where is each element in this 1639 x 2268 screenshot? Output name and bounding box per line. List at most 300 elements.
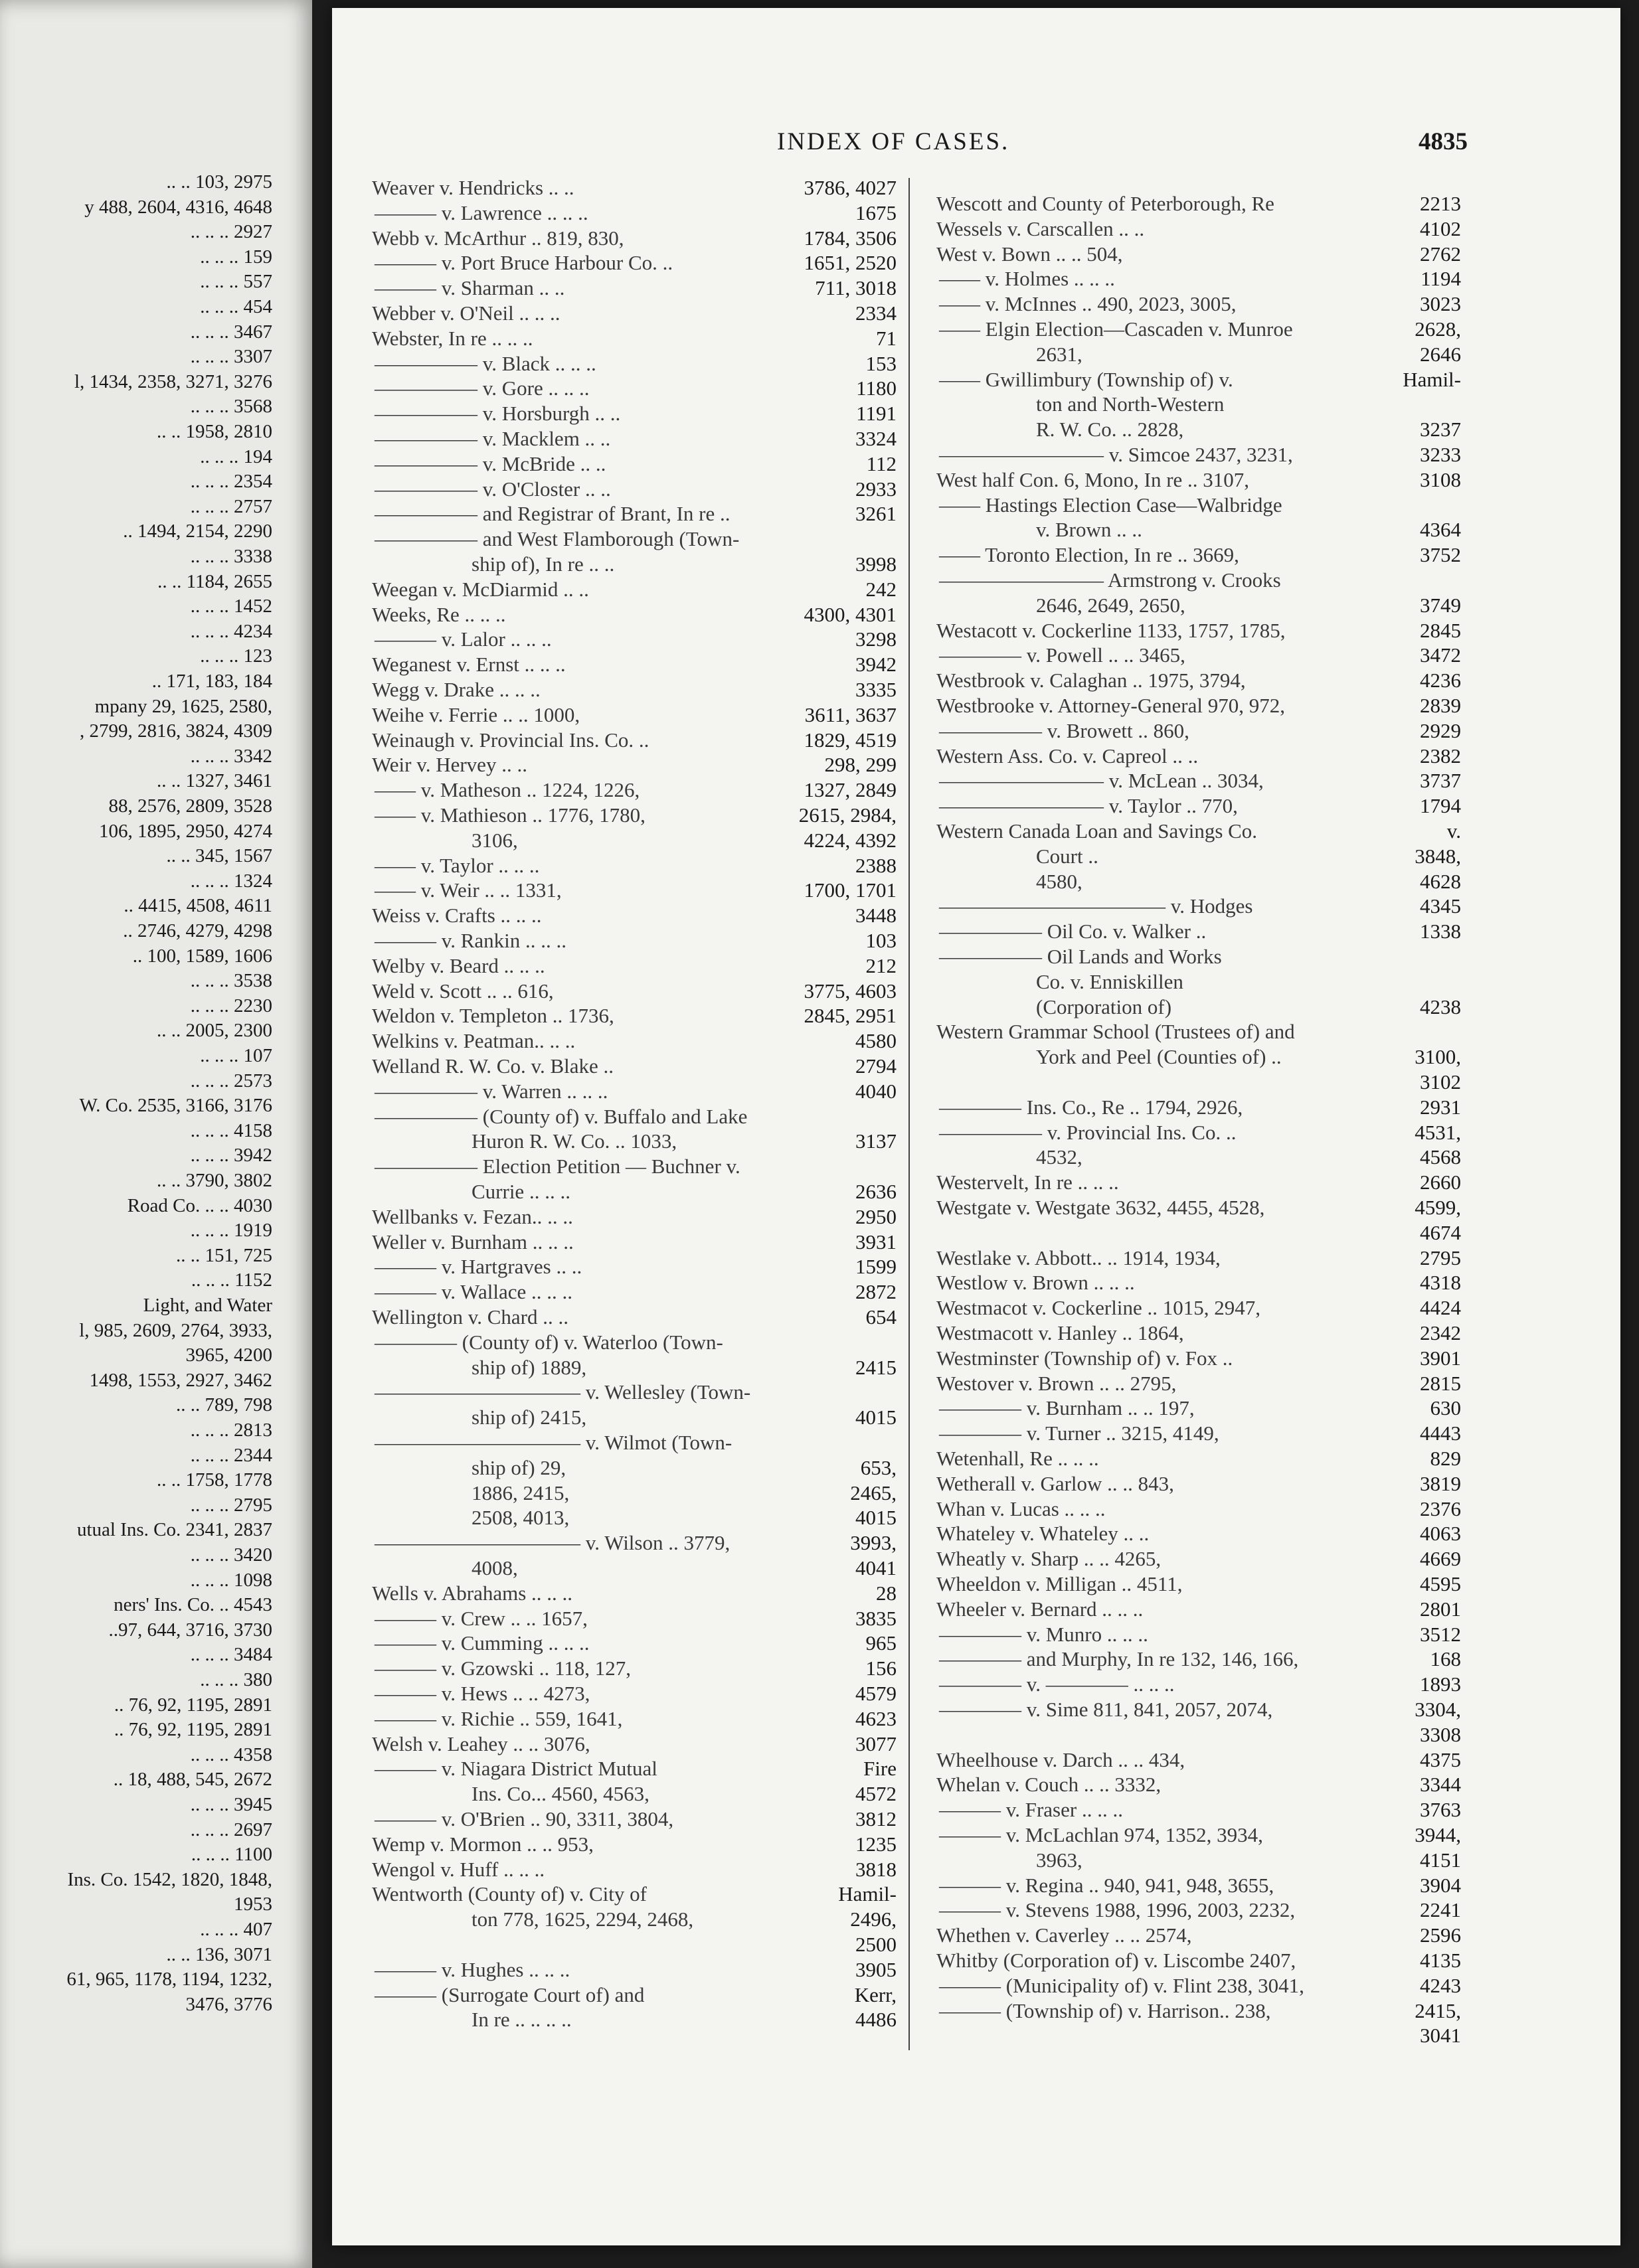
left-page-line: .. .. 103, 2975 [166,171,272,193]
entry-caption: Wheeler v. Bernard .. .. .. [936,1597,1144,1621]
entry-page-refs: v. [1446,819,1461,843]
left-page-line: .. .. .. 454 [200,296,272,317]
index-entry [936,493,1461,518]
entry-caption: —— v. Weir .. .. 1331, [375,878,562,902]
index-entry [936,1396,1461,1421]
left-page-line: 1953 [234,1894,272,1915]
index-entry [372,1028,897,1054]
entry-caption: Weaver v. Hendricks .. .. [372,176,574,199]
entry-caption: ————— v. Gore .. .. .. [375,376,590,400]
index-entry [372,1581,897,1606]
entry-caption: R. W. Co. .. 2828, [1036,418,1184,442]
entry-caption: West half Con. 6, Mono, In re .. 3107, [936,467,1250,491]
left-page-line: .. 76, 92, 1195, 2891 [114,1719,272,1741]
entry-caption: ———————— v. Taylor .. 770, [939,794,1238,818]
entry-caption: —— Toronto Election, In re .. 3669, [939,543,1239,567]
entry-caption: ship of) 1889, [472,1355,587,1379]
entry-page-refs: 2465, [850,1481,897,1504]
left-page-line: , 2799, 2816, 3824, 4309 [80,720,272,742]
entry-caption: Wentworth (County of) v. City of [372,1882,647,1906]
index-entry [936,1597,1461,1622]
index-entry [372,1230,897,1255]
entry-page-refs: 3237 [1420,418,1461,442]
index-entry [372,226,897,251]
left-page-line: .. 100, 1589, 1606 [132,945,272,967]
entry-caption: ——— v. McLachlan 974, 1352, 3934, [939,1823,1263,1846]
entry-caption: ———— Ins. Co., Re .. 1794, 2926, [939,1095,1243,1119]
left-page-line: .. .. 789, 798 [176,1394,272,1416]
left-page-line: .. .. .. 159 [200,246,272,268]
entry-caption: Westgate v. Westgate 3632, 4455, 4528, [936,1196,1265,1219]
index-entry [372,1857,897,1882]
left-page-line: .. .. 1327, 3461 [157,770,272,792]
entry-caption: ——— v. Wallace .. .. .. [375,1280,572,1304]
left-page-line: .. .. .. 4358 [190,1743,272,1765]
index-entry [372,1606,897,1631]
index-entry [372,1957,897,1983]
entry-caption: Westlake v. Abbott.. .. 1914, 1934, [936,1246,1221,1269]
index-entry [372,728,897,753]
index-entry [372,1756,897,1781]
left-page-line: 3965, 4200 [185,1344,272,1366]
index-entry [936,718,1461,744]
left-page-line: .. 171, 183, 184 [151,671,272,692]
index-entry [372,477,897,502]
left-page-line: .. 2746, 4279, 4298 [123,920,272,941]
entry-page-refs: 3819 [1420,1471,1461,1495]
entry-page-refs: 2334 [855,301,897,325]
index-entry [372,1631,897,1656]
entry-caption: ——— v. Sharman .. .. [375,276,565,300]
entry-page-refs: Hamil- [838,1882,897,1906]
entry-caption: ————— Oil Lands and Works [939,945,1222,968]
entry-caption: ship of), In re .. .. [472,552,615,576]
entry-caption: ——— v. Crew .. .. 1657, [375,1606,588,1630]
left-page-line: .. .. 345, 1567 [166,845,272,867]
entry-page-refs: 2815 [1420,1371,1461,1395]
entry-caption: —— v. Holmes .. .. .. [939,267,1115,291]
entry-caption: —— Gwillimbury (Township of) v. [939,367,1233,391]
entry-page-refs: 3611, 3637 [804,702,897,726]
entry-page-refs: 2872 [855,1280,897,1304]
entry-page-refs: 3102 [1420,1070,1461,1094]
entry-caption: Weller v. Burnham .. .. .. [372,1230,574,1254]
entry-page-refs: 28 [876,1581,897,1605]
index-entry [936,1572,1461,1597]
index-entry [936,768,1461,793]
entry-caption: ton 778, 1625, 2294, 2468, [472,1907,694,1931]
index-entry [936,1747,1461,1773]
entry-caption: Court .. [1036,844,1098,868]
entry-caption: ——— v. Lawrence .. .. .. [375,201,588,224]
entry-page-refs: 3108 [1420,467,1461,491]
left-page-line: ners' Ins. Co. .. 4543 [114,1594,272,1616]
facing-page-left [0,0,312,2268]
entry-page-refs: 3835 [855,1606,897,1630]
entry-caption: Wellington v. Chard .. .. [372,1305,568,1329]
entry-page-refs: 3763 [1420,1798,1461,1822]
entry-caption: Co. v. Enniskillen [1036,969,1183,993]
entry-caption: ——— v. Lalor .. .. .. [375,627,552,651]
entry-page-refs: 212 [865,953,897,977]
entry-page-refs: 4531, [1415,1120,1461,1144]
entry-page-refs: 2950 [855,1204,897,1228]
entry-caption: ————— v. Black .. .. .. [375,351,596,375]
index-entry [372,979,897,1004]
page-number: 4835 [1419,128,1468,155]
index-entry [936,1521,1461,1546]
entry-caption: Weld v. Scott .. .. 616, [372,979,554,1003]
entry-caption: ————— and Registrar of Brant, In re .. [375,502,731,526]
entry-page-refs: 3786, 4027 [804,176,897,199]
left-page-line: .. .. .. 407 [200,1919,272,1940]
index-entry [936,618,1461,643]
left-page-line: Road Co. .. .. 4030 [127,1194,272,1216]
index-entry [936,919,1461,944]
entry-caption: ——— v. Regina .. 940, 941, 948, 3655, [939,1873,1274,1897]
index-entry [372,1455,897,1481]
entry-page-refs: 4300, 4301 [804,602,897,626]
entry-page-refs: 4572 [855,1782,897,1806]
entry-page-refs: 2342 [1420,1321,1461,1344]
entry-caption: Westmacot v. Cockerline .. 1015, 2947, [936,1296,1260,1320]
entry-page-refs: 112 [866,451,897,475]
entry-page-refs: 1700, 1701 [804,878,897,902]
entry-page-refs: 1194 [1421,267,1461,291]
index-entry [372,1832,897,1857]
entry-page-refs: 654 [865,1305,897,1329]
entry-caption: 1886, 2415, [472,1481,570,1504]
entry-page-refs: 4063 [1420,1522,1461,1546]
entry-caption: 2631, [1036,342,1082,366]
entry-page-refs: 4580 [855,1029,897,1053]
index-entry [372,1656,897,1681]
entry-page-refs: 2596 [1420,1923,1461,1947]
entry-page-refs: 4599, [1415,1196,1461,1219]
entry-page-refs: 4041 [855,1556,897,1580]
left-page-line: .. .. .. 2927 [190,221,272,243]
index-entry [372,1054,897,1079]
entry-caption: ——— v. Stevens 1988, 1996, 2003, 2232, [939,1898,1296,1922]
entry-caption: ———— v. ———— .. .. .. [939,1672,1175,1696]
entry-page-refs: 1191 [856,402,897,426]
entry-page-refs: 1651, 2520 [804,251,897,275]
entry-page-refs: 2933 [855,477,897,501]
left-page-line: .. .. .. 107 [200,1045,272,1066]
index-entry [936,1797,1461,1822]
left-page-line: .. .. 3790, 3802 [157,1170,272,1191]
entry-page-refs: 4579 [855,1682,897,1705]
entry-caption: ton and North-Western [1036,392,1225,416]
index-entry [936,1270,1461,1295]
entry-page-refs: 1338 [1420,920,1461,943]
index-entry [936,793,1461,819]
entry-page-refs: 2839 [1420,694,1461,717]
left-page-line: .. .. .. 3942 [190,1145,272,1167]
index-entry [372,1355,897,1380]
entry-caption: Wheelhouse v. Darch .. .. 434, [936,1747,1185,1771]
entry-caption: Wessels v. Carscallen .. .. [936,216,1145,240]
entry-caption: Weiss v. Crafts .. .. .. [372,904,542,928]
index-entry [372,276,897,301]
entry-page-refs: 2615, 2984, [798,803,897,827]
entry-caption: Wegg v. Drake .. .. .. [372,678,541,701]
index-entry [936,1822,1461,1848]
entry-page-refs: 3818 [855,1857,897,1881]
index-entry [936,668,1461,693]
left-page-line: .. .. .. 1098 [190,1569,272,1591]
index-entry [372,878,897,903]
entry-page-refs: 3749 [1420,593,1461,617]
entry-page-refs: 2382 [1420,744,1461,768]
index-entry [372,175,897,201]
entry-caption: West v. Bown .. .. 504, [936,242,1123,266]
entry-caption: ——— v. Rankin .. .. .. [375,929,567,952]
entry-caption: Wheeldon v. Milligan .. 4511, [936,1572,1183,1595]
left-page-line: .. 1494, 2154, 2290 [123,521,272,542]
entry-caption: Whan v. Lucas .. .. .. [936,1497,1106,1520]
entry-page-refs: 71 [876,326,897,350]
entry-page-refs: 2500 [855,1933,897,1956]
index-entry [372,1129,897,1154]
index-entry [372,1079,897,1104]
entry-caption: Welland R. W. Co. v. Blake .. [372,1054,614,1078]
entry-caption: —————————— v. Wellesley (Town- [375,1380,751,1404]
entry-page-refs: 3448 [855,904,897,928]
index-entry [372,652,897,677]
entry-caption: 3106, [472,828,518,852]
index-entry [936,1421,1461,1446]
entry-caption: 2646, 2649, 2650, [1036,593,1185,617]
entry-page-refs: 2801 [1420,1597,1461,1621]
entry-page-refs: Hamil- [1403,367,1461,391]
index-entry [936,568,1461,593]
entry-caption: ——— v. Cumming .. .. .. [375,1631,590,1655]
index-entry [372,1003,897,1028]
entry-caption: ————— and West Flamborough (Town- [375,527,740,551]
index-entry [372,1154,897,1179]
left-page-line: .. .. .. 4234 [190,620,272,642]
entry-caption: —— v. McInnes .. 490, 2023, 3005, [939,292,1237,316]
index-entry [936,1371,1461,1396]
index-entry [372,1254,897,1279]
index-entry [372,1279,897,1305]
entry-caption: Wetenhall, Re .. .. .. [936,1447,1099,1470]
entry-page-refs: 2795 [1420,1246,1461,1269]
entry-page-refs: 153 [865,351,897,375]
entry-caption: ———— and Murphy, In re 132, 146, 166, [939,1647,1299,1671]
entry-page-refs: 3261 [855,502,897,526]
entry-caption: In re .. .. .. .. [472,2008,572,2032]
left-page-line: .. .. 1958, 2810 [157,421,272,442]
entry-caption: ————— v. Warren .. .. .. [375,1079,608,1103]
entry-caption: ————— v. Macklem .. .. [375,427,611,450]
entry-caption: ———————— Armstrong v. Crooks [939,568,1281,592]
index-entry [372,1556,897,1581]
index-entry [372,250,897,276]
left-page-line: y 488, 2604, 4316, 4648 [84,196,272,218]
left-page-line: .. .. .. 1324 [190,870,272,892]
entry-page-refs: 1599 [855,1255,897,1279]
entry-page-refs: 4236 [1420,669,1461,692]
entry-caption: Whethen v. Caverley .. .. 2574, [936,1923,1192,1947]
index-entry [372,602,897,627]
entry-caption: ————— v. McBride .. .. [375,451,606,475]
index-entry [372,677,897,702]
left-page-line: .. .. 1184, 2655 [157,570,272,592]
entry-page-refs: 4443 [1420,1421,1461,1445]
entry-page-refs: 4486 [855,2008,897,2032]
entry-caption: Wetherall v. Garlow .. .. 843, [936,1471,1174,1495]
entry-page-refs: 3944, [1415,1823,1461,1846]
entry-caption: Westacott v. Cockerline 1133, 1757, 1785, [936,618,1286,642]
left-page-line: .. .. .. 1100 [191,1844,272,1866]
index-entry [372,1104,897,1129]
index-entry [372,1732,897,1757]
entry-page-refs: 3931 [855,1230,897,1254]
entry-page-refs: 4623 [855,1706,897,1730]
left-page-line: .. 18, 488, 545, 2672 [113,1769,272,1791]
index-entry [372,1380,897,1405]
entry-page-refs: 4015 [855,1406,897,1429]
entry-page-refs: 3737 [1420,769,1461,793]
entry-page-refs: 965 [865,1631,897,1655]
index-entry [372,903,897,928]
entry-page-refs: 630 [1430,1396,1461,1420]
left-page-line: 3476, 3776 [185,1993,272,2015]
entry-caption: —— Hastings Election Case—Walbridge [939,493,1282,517]
entry-caption: Westlow v. Brown .. .. .. [936,1271,1135,1295]
entry-page-refs: 4102 [1420,216,1461,240]
index-entry [372,301,897,326]
entry-page-refs: Kerr, [854,1983,897,2006]
entry-page-refs: 3324 [855,427,897,450]
entry-page-refs: 4318 [1420,1271,1461,1295]
entry-caption: ——— v. Fraser .. .. .. [939,1798,1123,1822]
index-entry [936,442,1461,467]
entry-page-refs: 156 [865,1657,897,1680]
entry-caption: ——— v. Gzowski .. 118, 127, [375,1657,632,1680]
entry-page-refs: Fire [863,1757,897,1781]
index-entry [372,953,897,979]
entry-caption: ———— v. Sime 811, 841, 2057, 2074, [939,1698,1273,1721]
entry-caption: ——— (Surrogate Court of) and [375,1983,645,2006]
index-entry [936,392,1461,417]
entry-page-refs: 2762 [1420,242,1461,266]
entry-caption: Westbrook v. Calaghan .. 1975, 3794, [936,669,1246,692]
left-page-line: .. .. .. 194 [200,446,272,467]
index-entry [936,1973,1461,1998]
entry-caption: ——— v. O'Brien .. 90, 3311, 3804, [375,1807,674,1830]
index-entry [372,1204,897,1230]
left-page-line: .. .. .. 3945 [190,1794,272,1815]
entry-caption: Wellbanks v. Fezan.. .. .. [372,1204,573,1228]
entry-page-refs: 2496, [850,1907,897,1931]
entry-caption: ———— (County of) v. Waterloo (Town- [375,1330,723,1354]
entry-page-refs: 2929 [1420,718,1461,742]
index-entry [936,216,1461,242]
left-page-line: .. .. .. 2757 [190,495,272,517]
index-entry [372,376,897,401]
index-entry [936,869,1461,894]
left-page-line: .. .. .. 3342 [190,745,272,767]
index-entry [372,803,897,828]
entry-page-refs: 4015 [855,1506,897,1530]
index-entry [936,417,1461,442]
entry-caption: ——— v. Hughes .. .. .. [375,1957,570,1981]
left-page-line: .. .. .. 4158 [190,1119,272,1141]
index-entry [372,1305,897,1330]
entry-page-refs: 3512 [1420,1622,1461,1646]
entry-page-refs: 4364 [1420,518,1461,542]
left-page-line: .. .. 151, 725 [176,1244,272,1266]
entry-caption: 3963, [1036,1848,1082,1872]
entry-caption: —— v. Matheson .. 1224, 1226, [375,778,640,802]
entry-page-refs: 3308 [1420,1722,1461,1746]
index-entry [936,744,1461,769]
entry-caption: Wemp v. Mormon .. .. 953, [372,1832,594,1856]
left-page-line: .. .. .. 3484 [190,1644,272,1666]
entry-page-refs: 3041 [1420,2024,1461,2048]
left-page-line: .. .. .. 2697 [190,1819,272,1840]
entry-page-refs: 103 [865,929,897,952]
index-entry [372,1405,897,1430]
entry-caption: Whateley v. Whateley .. .. [936,1522,1150,1546]
entry-page-refs: 3298 [855,627,897,651]
left-page-line: .. .. .. 3568 [190,396,272,418]
entry-caption: Currie .. .. .. [472,1180,570,1203]
entry-caption: ———— v. Burnham .. .. 197, [939,1396,1195,1420]
index-entry [372,451,897,477]
entry-caption: ————— Election Petition — Buchner v. [375,1155,740,1178]
entry-page-refs: 2415 [855,1355,897,1379]
entry-caption: (Corporation of) [1036,995,1172,1018]
entry-caption: Weldon v. Templeton .. 1736, [372,1004,614,1028]
entry-caption: 4532, [1036,1145,1082,1169]
index-entry [936,367,1461,392]
index-entry [936,1772,1461,1797]
entry-caption: Wells v. Abrahams .. .. .. [372,1581,573,1605]
entry-page-refs: 3812 [855,1807,897,1830]
entry-caption: Welkins v. Peatman.. .. .. [372,1029,576,1053]
left-page-line: .. .. .. 3338 [190,546,272,567]
entry-caption: Welby v. Beard .. .. .. [372,953,545,977]
left-page-line: .. .. .. 3467 [190,321,272,343]
entry-caption: Huron R. W. Co. .. 1033, [472,1129,677,1153]
entry-caption: ———— v. Munro .. .. .. [939,1622,1148,1646]
index-entry [936,266,1461,291]
left-page-line: .. 4415, 4508, 4611 [124,895,272,917]
page-title: INDEX OF CASES. [777,128,1010,155]
index-entry [372,627,897,652]
index-entry [936,1246,1461,1271]
entry-page-refs: 3904 [1420,1873,1461,1897]
index-entry [936,643,1461,668]
index-entry [936,944,1461,969]
index-entry [372,526,897,552]
entry-page-refs: 3998 [855,552,897,576]
index-entry [936,291,1461,317]
entry-caption: v. Brown .. .. [1036,518,1142,542]
index-entry [372,1781,897,1807]
entry-page-refs: 3993, [850,1531,897,1555]
left-page-line: mpany 29, 1625, 2580, [94,695,272,717]
entry-caption: —— Elgin Election—Cascaden v. Munroe [939,317,1293,341]
index-entry [936,517,1461,542]
entry-caption: ————— v. Browett .. 860, [939,718,1189,742]
entry-caption: ———— v. Turner .. 3215, 4149, [939,1421,1219,1445]
index-entry [936,1622,1461,1647]
